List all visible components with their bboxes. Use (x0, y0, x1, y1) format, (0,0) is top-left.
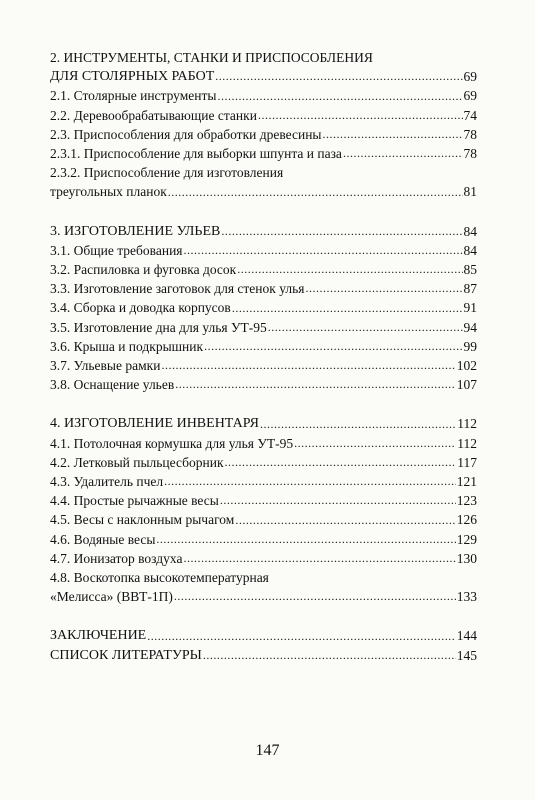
toc-page-number: 102 (456, 358, 477, 374)
toc-section-4 (50, 414, 477, 606)
dot-leader (322, 127, 462, 141)
dot-leader (217, 89, 462, 103)
toc-entry-title: 3.5. Изготовление дна для улья УТ-95 (50, 319, 267, 335)
dot-leader (175, 377, 456, 391)
toc-entry-title: 3.7. Ульевые рамки (50, 358, 161, 374)
dot-leader (343, 146, 463, 160)
toc-entry (50, 510, 477, 529)
page-number: 147 (255, 742, 280, 759)
toc-entry (50, 144, 477, 163)
dot-leader (164, 474, 456, 488)
toc-heading (50, 222, 477, 241)
toc-entry-title: 3.6. Крыша и подкрышник (50, 338, 204, 354)
toc-entry (50, 375, 477, 394)
toc-entry (50, 549, 477, 568)
toc-entry (50, 125, 477, 144)
toc-section-end (50, 626, 477, 664)
toc-page-number: 117 (457, 454, 477, 470)
toc-entry (50, 472, 477, 491)
toc-entry-title: 4.6. Водяные весы (50, 531, 156, 547)
toc-entry (50, 491, 477, 510)
toc-entry (50, 337, 477, 356)
toc-entry-title: 3.2. Распиловка и фуговка досок (50, 262, 237, 278)
dot-leader (215, 69, 462, 83)
dot-leader (161, 358, 455, 372)
dot-leader (204, 339, 462, 353)
toc-page-number: 69 (463, 88, 477, 104)
toc-entry-title: 3.8. Оснащение ульев (50, 377, 175, 393)
toc-page-number: 107 (456, 377, 477, 393)
toc-page-number: 145 (456, 647, 477, 663)
toc-page-number: 91 (463, 300, 477, 316)
toc-heading-title: 3. ИЗГОТОВЛЕНИЕ УЛЬЕВ (50, 223, 221, 239)
toc-page-number: 121 (456, 474, 477, 490)
toc-section-2 (50, 48, 477, 202)
dot-leader (220, 493, 456, 507)
dot-leader (147, 629, 456, 643)
toc-page-number: 87 (463, 281, 477, 297)
toc-page-number: 144 (456, 628, 477, 644)
toc-page-number: 81 (463, 184, 477, 200)
toc-page-number: 84 (463, 223, 477, 239)
toc-entry (50, 318, 477, 337)
toc-page-number: 130 (456, 550, 477, 566)
toc-heading-title: ЗАКЛЮЧЕНИЕ (50, 628, 147, 644)
toc-page-number: 84 (463, 242, 477, 258)
toc-entry (50, 453, 477, 472)
dot-leader (268, 320, 463, 334)
toc-entry (50, 434, 477, 453)
toc-page-number: 74 (463, 107, 477, 123)
dot-leader (294, 436, 456, 450)
dot-leader (305, 281, 462, 295)
toc-page-number: 123 (456, 493, 477, 509)
toc-page-number: 69 (463, 69, 477, 85)
dot-leader (221, 224, 462, 238)
toc-entry-title: 2.3.1. Приспособление для выборки шпунта и паза (50, 146, 342, 162)
toc-entry-title: 4.3. Удалитель пчел (50, 474, 164, 490)
toc-section-3 (50, 222, 477, 395)
toc-page-number: 112 (457, 435, 477, 451)
toc-page-number: 78 (463, 146, 477, 162)
toc-entry-line: 4.8. Воскотопка высокотемпературная (50, 570, 269, 586)
toc-entry-title: 2.1. Столярные инструменты (50, 88, 217, 104)
dot-leader (225, 455, 457, 469)
dot-leader (168, 185, 463, 199)
toc-entry-line: 2.3.2. Приспособление для изготовления (50, 165, 284, 181)
toc-entry-title: 2.3. Приспособления для обработки древесины (50, 126, 322, 142)
toc-entry-title: 2.2. Деревообрабатывающие станки (50, 107, 257, 123)
toc-heading (50, 414, 477, 433)
toc-page-number: 94 (463, 319, 477, 335)
toc-entry-title: 4.7. Ионизатор воздуха (50, 550, 183, 566)
toc-entry (50, 260, 477, 279)
toc-heading-title: ДЛЯ СТОЛЯРНЫХ РАБОТ (50, 69, 215, 85)
toc-entry-title: 4.4. Простые рычажные весы (50, 493, 219, 509)
toc-entry-title: 3.1. Общие требования (50, 242, 183, 258)
toc-entry-title: 4.1. Потолочная кормушка для улья УТ-95 (50, 435, 294, 451)
toc-heading (50, 646, 477, 665)
toc-page-number: 78 (463, 126, 477, 142)
toc-entry-title: 4.5. Весы с наклонным рычагом (50, 512, 235, 528)
toc-page-number: 85 (463, 262, 477, 278)
toc-entry (50, 86, 477, 105)
dot-leader (235, 513, 455, 527)
dot-leader (237, 262, 462, 276)
toc-page-number: 129 (456, 531, 477, 547)
toc-entry (50, 182, 477, 201)
toc-entry (50, 298, 477, 317)
toc-heading-line: 2. ИНСТРУМЕНТЫ, СТАНКИ И ПРИСПОСОБЛЕНИЯ (50, 50, 373, 65)
toc-entry-title: 3.4. Сборка и доводка корпусов (50, 300, 231, 316)
toc-entry (50, 106, 477, 125)
toc-page-number: 99 (463, 338, 477, 354)
toc-page-number: 133 (456, 589, 477, 605)
toc-page-number: 126 (456, 512, 477, 528)
toc-entry-title: 3.3. Изготовление заготовок для стенок улья (50, 281, 305, 297)
toc-entry-title: «Мелисса» (ВВТ-1П) (50, 589, 173, 605)
toc-heading-title: СПИСОК ЛИТЕРАТУРЫ (50, 647, 202, 663)
toc-heading (50, 67, 477, 86)
dot-leader (156, 532, 455, 546)
dot-leader (258, 108, 463, 122)
toc-page-number: 112 (457, 416, 477, 432)
dot-leader (183, 551, 455, 565)
dot-leader (232, 301, 463, 315)
dot-leader (174, 589, 456, 603)
toc-entry-title: треугольных планок (50, 184, 167, 200)
toc-heading-title: 4. ИЗГОТОВЛЕНИЕ ИНВЕНТАРЯ (50, 416, 260, 432)
toc-entry (50, 279, 477, 298)
toc-entry (50, 241, 477, 260)
toc-entry (50, 530, 477, 549)
toc-entry (50, 356, 477, 375)
toc-heading (50, 626, 477, 645)
dot-leader (203, 648, 456, 662)
toc-entry-title: 4.2. Летковый пыльцесборник (50, 454, 224, 470)
dot-leader (184, 243, 463, 257)
dot-leader (260, 417, 456, 431)
toc-entry (50, 587, 477, 606)
